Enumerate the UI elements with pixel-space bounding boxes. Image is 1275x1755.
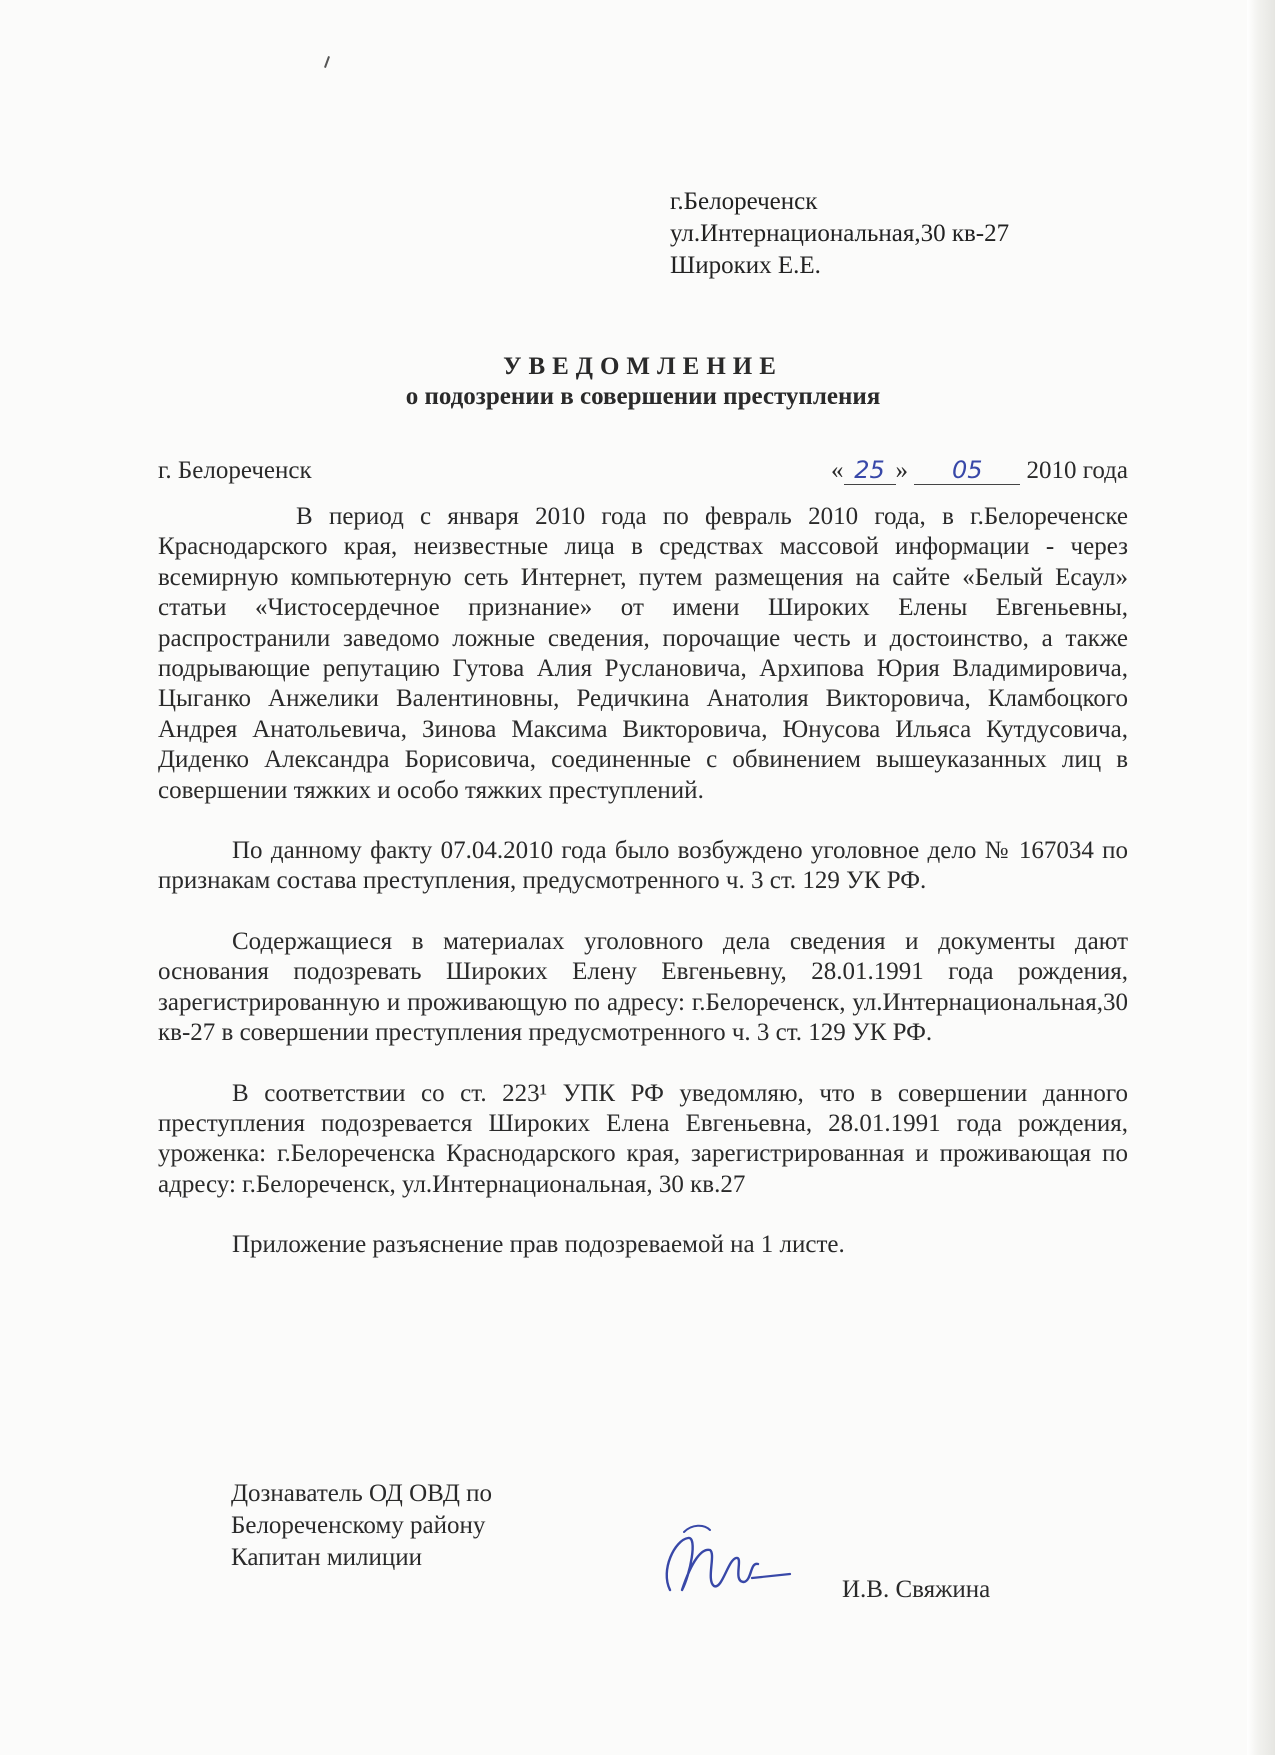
signer-rank: Капитан милиции [231, 1544, 423, 1571]
signature-block [231, 1478, 492, 1574]
handwritten-signature [640, 1520, 800, 1610]
date-close-quote: » [895, 457, 909, 484]
date-day-handwritten: 25 [844, 456, 896, 485]
date-month-handwritten: 05 [914, 456, 1020, 485]
signer-name: И.В. Свяжина [842, 1576, 991, 1603]
paragraph-1: В период с января 2010 года по февраль 2010 года, в г.Белореченске Краснодарского края, неизвестные лица в средствах массовой информации - через всемирную компьютерную сеть Интернет, путем размещения на сайте «Белый Есаул» статьи «Чистосердечное признание» от имени Широких Елены Евгеньевны, распространили заведомо ложные сведения, порочащие честь и достоинство, а также подрывающие репутацию Гутова Алия Руслановича, Архипова Юрия Владимировича, Цыганко Анжелики Валентиновны, Редичкина Анатолия Викторовича, Кламбоцкого Андрея Анатольевича, Зинова Максима Викторовича, Юнусова Ильяса Кутдусовича, Диденко Александра Борисовича, соединенные с обвинением вышеуказанных лиц в совершении тяжких и особо тяжких преступлений. [158, 503, 1128, 804]
signer-position-2: Белореченскому району [231, 1512, 486, 1539]
stray-mark [324, 56, 330, 68]
signer-position-1: Дознаватель ОД ОВД по [231, 1480, 493, 1507]
document-date [831, 456, 1128, 486]
title-subtitle: о подозрении в совершении преступления [405, 383, 881, 410]
paragraph-5: Приложение разъяснение прав подозреваемой на 1 листе. [232, 1231, 845, 1259]
address-city: г.Белореченск [670, 188, 818, 215]
page-edge-shadow [1247, 0, 1275, 1755]
date-year: 2010 года [1026, 457, 1128, 484]
document-place: г. Белореченск [158, 457, 312, 484]
date-open-quote: « [831, 457, 844, 484]
document-body [158, 502, 1128, 1261]
recipient-address [670, 186, 1009, 282]
paragraph-3: Содержащиеся в материалах уголовного дела сведения и документы дают основания подозревать Широких Елену Евгеньевну, 28.01.1991 года рождения, зарегистрированную и проживающую по адресу: г.Белореченск, ул.Интернациональная,30 кв-27 в совершении преступления предусмотренного ч. 3 ст. 129 УК РФ. [158, 927, 1128, 1047]
title-main: УВЕДОМЛЕНИЕ [503, 353, 783, 380]
paragraph-2: По данному факту 07.04.2010 года было возбуждено уголовное дело № 167034 по признакам состава преступления, предусмотренного ч. 3 ст. 129 УК РФ. [158, 837, 1128, 895]
document-title [158, 352, 1128, 412]
address-recipient: Широких Е.Е. [670, 252, 821, 279]
paragraph-4: В соответствии со ст. 223¹ УПК РФ уведомляю, что в совершении данного преступления подозревается Широких Елена Евгеньевна, 28.01.1991 года рождения, уроженка: г.Белореченска Краснодарского края, зарегистрированная и проживающая по адресу: г.Белореченск, ул.Интернациональная, 30 кв.27 [158, 1079, 1128, 1198]
address-street: ул.Интернациональная,30 кв-27 [670, 220, 1010, 247]
